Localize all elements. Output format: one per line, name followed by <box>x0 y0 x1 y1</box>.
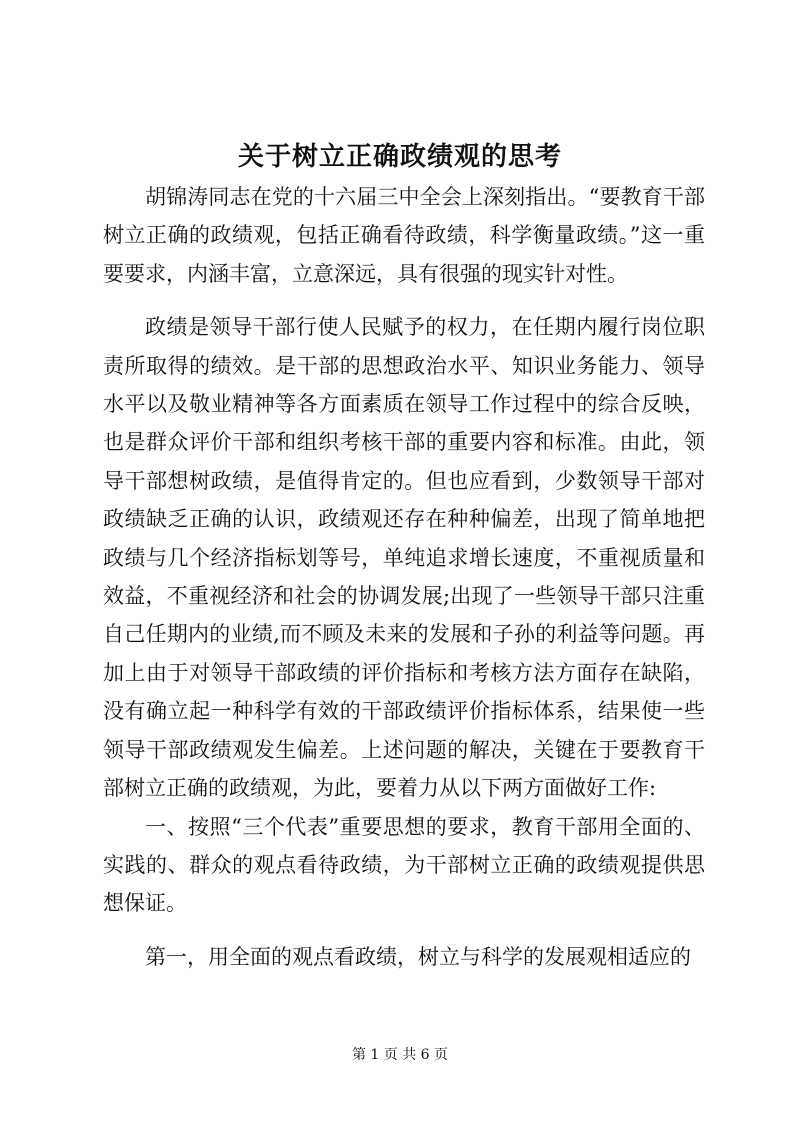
document-body <box>103 178 705 976</box>
document-title: 关于树立正确政绩观的思考 <box>237 142 562 172</box>
paragraph-point-one: 一、按照“三个代表”重要思想的要求，教育干部用全面的、实践的、群众的观点看待政绩，为干部树立正确的政绩观提供思想保证。 <box>103 814 705 916</box>
paragraph-first: 第一，用全面的观点看政绩，树立与科学的发展观相适应的 <box>145 944 691 969</box>
paragraph-main: 政绩是领导干部行使人民赋予的权力，在任期内履行岗位职责所取得的绩效。是干部的思想政治水平、知识业务能力、领导水平以及敬业精神等各方面素质在领导工作过程中的综合反映，也是群众评价干部和组织考核干部的重要内容和标准。由此，领导干部想树政绩，是值得肯定的。但也应看到，少数领导干部对政绩缺乏正确的认识，政绩观还存在种种偏差，出现了简单地把政绩与几个经济指标划等号，单纯追求增长速度，不重视质量和效益，不重视经济和社会的协调发展;出现了一些领导干部只注重自己任期内的业绩,而不顾及未来的发展和子孙的利益等问题。再加上由于对领导干部政绩的评价指标和考核方法方面存在缺陷，没有确立起一种科学有效的干部政绩评价指标体系，结果使一些领导干部政绩观发生偏差。上述问题的解决，关键在于要教育干部树立正确的政绩观，为此，要着力从以下两方面做好工作: <box>103 315 705 801</box>
page-footer: 第 1 页 共 6 页 <box>351 1047 449 1063</box>
paragraph-intro: 胡锦涛同志在党的十六届三中全会上深刻指出。“要教育干部树立正确的政绩观，包括正确看待政绩，科学衡量政绩。”这一重要要求，内涵丰富，立意深远，具有很强的现实针对性。 <box>103 185 705 286</box>
